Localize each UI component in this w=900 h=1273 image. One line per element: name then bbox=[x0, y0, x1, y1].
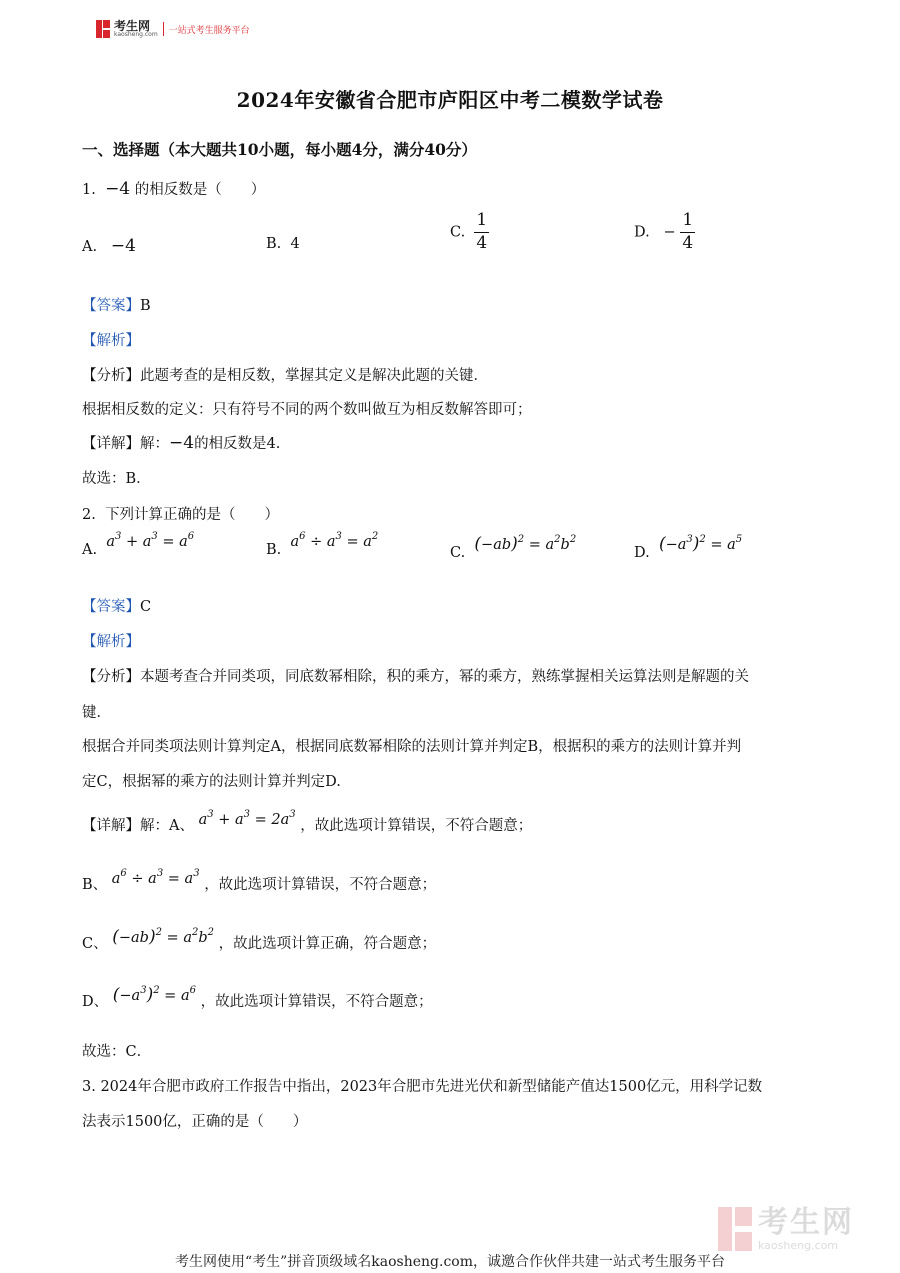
q2-option-d[interactable]: D. $(-a^3)^2 = a^5$ bbox=[634, 534, 743, 561]
q2-option-c[interactable]: C. $(-ab)^2 = a^2b^2$ bbox=[450, 534, 577, 561]
q1-stem bbox=[82, 178, 265, 199]
q1-detail: 【详解】解：−4的相反数是4. bbox=[82, 433, 281, 453]
logo-domain: kaosheng.com bbox=[114, 31, 158, 38]
kaosheng-logo-icon bbox=[96, 20, 110, 38]
section-heading: 一、选择题（本大题共10小题，每小题4分，满分40分） bbox=[82, 140, 477, 159]
q2-fenxi-line2: 键． bbox=[82, 705, 111, 721]
fraction: $\frac{1}{4}$ bbox=[682, 210, 694, 253]
q2-detail-b: B、 $a^6 \div a^3 = a^3$ ，故此选项计算错误，不符合题意； bbox=[82, 868, 437, 893]
q1-option-d[interactable]: D. − $\frac{1}{4}$ bbox=[634, 210, 694, 253]
logo-slogan: 一站式考生服务平台 bbox=[168, 25, 250, 36]
exam-title: 2024年安徽省合肥市庐阳区中考二模数学试卷 bbox=[236, 88, 664, 112]
q2-detail-a: 【详解】解：A、 $a^3 + a^3 = 2a^3$ ，故此选项计算错误，不符合题意； bbox=[82, 809, 533, 834]
q2-option-b[interactable]: B. $a^6 \div a^3 = a^2$ bbox=[266, 531, 379, 558]
q3-stem-line1: 3. 2024年合肥市政府工作报告中指出，2023年合肥市先进光伏和新型储能产值达1500亿元，用科学记数 bbox=[82, 1079, 763, 1095]
q2-stem: 2. 下列计算正确的是（ ） bbox=[82, 507, 280, 523]
header-logo[interactable] bbox=[96, 18, 250, 40]
q2-detail-d: D、 $(-a^3)^2 = a^6$ ，故此选项计算错误，不符合题意； bbox=[82, 985, 433, 1010]
q2-conclusion: 故选：C． bbox=[82, 1044, 152, 1060]
q1-text: 的相反数是（ ） bbox=[134, 182, 266, 198]
q1-conclusion: 故选：B． bbox=[82, 471, 151, 487]
q1-analysis-tag: 【解析】 bbox=[82, 333, 140, 349]
q2-rule-line2: 定C，根据幂的乘方的法则计算并判定D. bbox=[82, 774, 341, 790]
q2-detail-c: C、 $(-ab)^2 = a^2b^2$ ，故此选项计算正确，符合题意； bbox=[82, 927, 437, 952]
watermark-logo: 考生网 kaosheng.com bbox=[718, 1207, 854, 1251]
q1-number: 1. bbox=[82, 182, 96, 198]
q1-expr: −4 bbox=[105, 179, 131, 199]
footer-text[interactable]: 考生网使用“考生”拼音顶级域名kaosheng.com，诚邀合作伙伴共建一站式考生服务平台 bbox=[174, 1254, 726, 1270]
kaosheng-watermark-icon bbox=[718, 1207, 752, 1251]
q1-rule: 根据相反数的定义：只有符号不同的两个数叫做互为相反数解答即可； bbox=[82, 402, 532, 418]
q2-fenxi-line1: 【分析】本题考查合并同类项，同底数幂相除，积的乘方，幂的乘方，熟练掌握相关运算法则是解题的关 bbox=[82, 669, 749, 685]
logo-brand: 考生网 bbox=[114, 19, 151, 33]
q2-analysis-tag: 【解析】 bbox=[82, 634, 140, 650]
q2-rule-line1: 根据合并同类项法则计算判定A，根据同底数幂相除的法则计算并判定B，根据积的乘方的法则计算并判 bbox=[82, 739, 742, 755]
q2-answer: 【答案】C bbox=[82, 599, 152, 615]
q3-stem-line2: 法表示1500亿，正确的是（ ） bbox=[82, 1114, 308, 1130]
q2-option-a[interactable]: A. $a^3 + a^3 = a^6$ bbox=[82, 531, 195, 558]
q1-answer: 【答案】B bbox=[82, 298, 151, 314]
q1-option-c[interactable]: C. $\frac{1}{4}$ bbox=[450, 210, 488, 253]
q1-fenxi: 【分析】此题考查的是相反数，掌握其定义是解决此题的关键． bbox=[82, 368, 488, 384]
fraction: $\frac{1}{4}$ bbox=[476, 210, 488, 253]
q1-option-b[interactable]: B. 4 bbox=[266, 236, 300, 252]
q1-option-a[interactable]: A. −4 bbox=[82, 236, 136, 256]
logo-divider bbox=[163, 22, 164, 36]
